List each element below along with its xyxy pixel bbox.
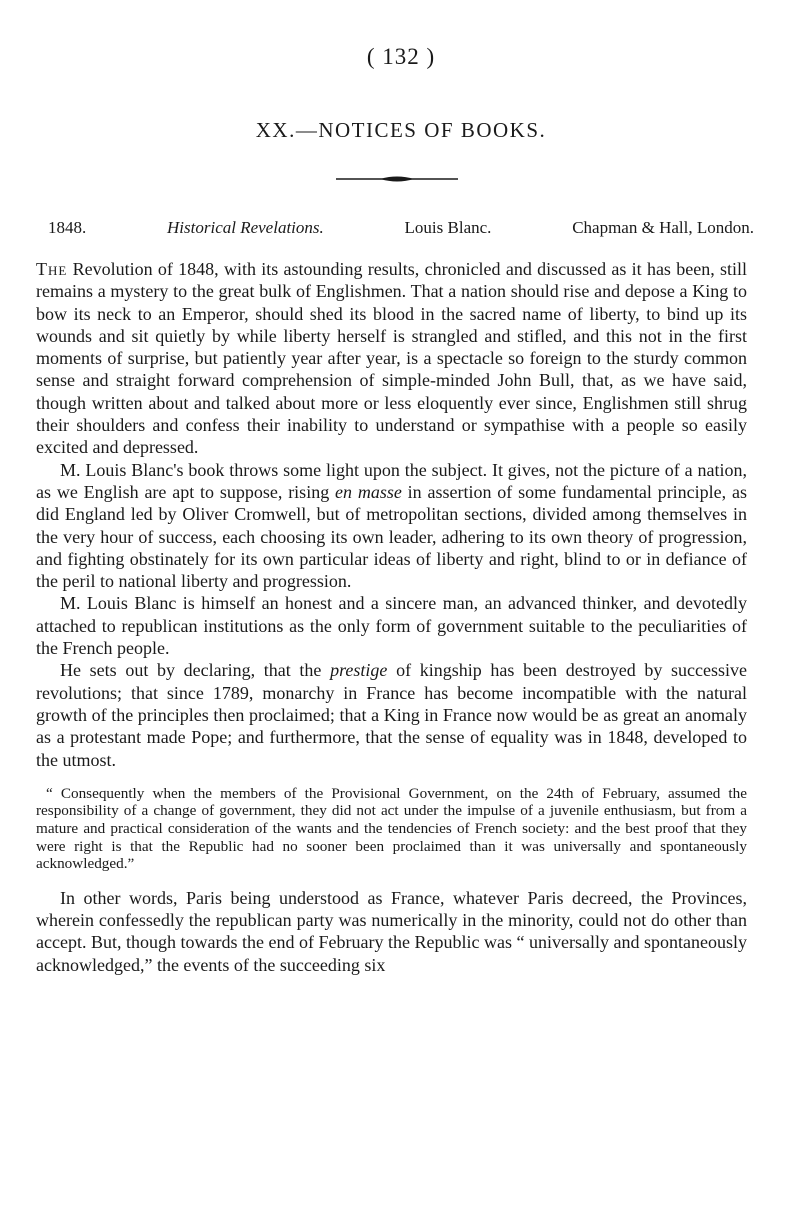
section-heading: XX.—NOTICES OF BOOKS. [255,118,547,142]
paragraph-4-italic: prestige [330,660,388,681]
citation-publisher: Chapman & Hall, London. [572,218,754,237]
article-body [36,258,747,976]
page-number: ( 132 ) [366,44,436,69]
paragraph-1-text: Revolution of 1848, with its astounding results, chronicled and discussed as it has been, still remains a mystery to the great bulk of Englishmen. That a nation should rise and depose a King to bow its neck to an Emperor, should shed its blood in the sacred name of liberty, to bind up its wounds and sit quietly by while liberty herself is strangled and stifled, and this not in the first moments of surprise, but patiently year after year, is a spectacle so foreign to the sturdy common sense and straight forward comprehension of simple-minded John Bull, that, as we have said, though written about and talked about more or less eloquently ever since, Englishmen still shrug their shoulders and confess their inability to understand or sympathise with a people so easily excited and depressed. [36,259,747,458]
paragraph-3: M. Louis Blanc is himself an honest and a sincere man, an advanced thinker, and devotedly attached to republican institutions as the only form of government suitable to the peculiarities of the French people. [36,593,747,659]
drop-lead-word: The [36,259,68,279]
paragraph-2-italic: en masse [335,481,402,502]
citation-year: 1848. [48,218,87,237]
paragraph-4-text-b: of kingship has been destroyed by successive revolutions; that since 1789, monarchy in France has become incompatible with the natural growth of the principles then proclaimed; that a King in France now would be as great an anomaly as a protestant made Pope; and furthermore, that the sense of equality was in 1848, developed to the utmost. [36,660,747,770]
citation-author: Louis Blanc. [404,218,492,237]
paragraph-4 [36,659,747,770]
paragraph-2-text-b: in assertion of some fundamental principle, as did England led by Oliver Cromwell, but of metropolitan sections, divided among themselves in the very hour of success, each choosing its own leader, adhering to its own theory of progression, and fighting obstinately for its own particular ideas of liberty and right, blind to or in defiance of the peril to national liberty and progression. [36,481,747,592]
ornamental-rule-icon [336,172,458,186]
quote-text: “ Consequently when the members of the Provisional Government, on the 24th of February, assumed the responsibility of a change of government, they did not act under the impulse of a juvenile enthusiasm, but from a mature and practical consideration of the wants and the tendencies of French society: and the best proof that they were right is that the Republic had no sooner been proclaimed than it was universally and spontaneously acknowledged.” [36,784,747,873]
book-citation [48,218,754,238]
paragraph-2 [36,459,747,593]
paragraph-4-text-a: He sets out by declaring, that the [60,660,331,681]
paragraph-1 [36,258,747,459]
block-quote [36,785,747,873]
paragraph-2-text-a: M. Louis Blanc's book throws some light upon the subject. It gives, not the picture of a nation, as we English are apt to suppose, rising [36,459,747,502]
paragraph-5: In other words, Paris being understood as France, whatever Paris decreed, the Provinces, wherein confessedly the republican party was numerically in the minority, could not do other than accept. But, though towards the end of February the Republic was “ universally and spontaneously acknowledged,” the events of the succeeding six [36,887,747,975]
citation-title: Historical Revelations. [167,218,324,237]
